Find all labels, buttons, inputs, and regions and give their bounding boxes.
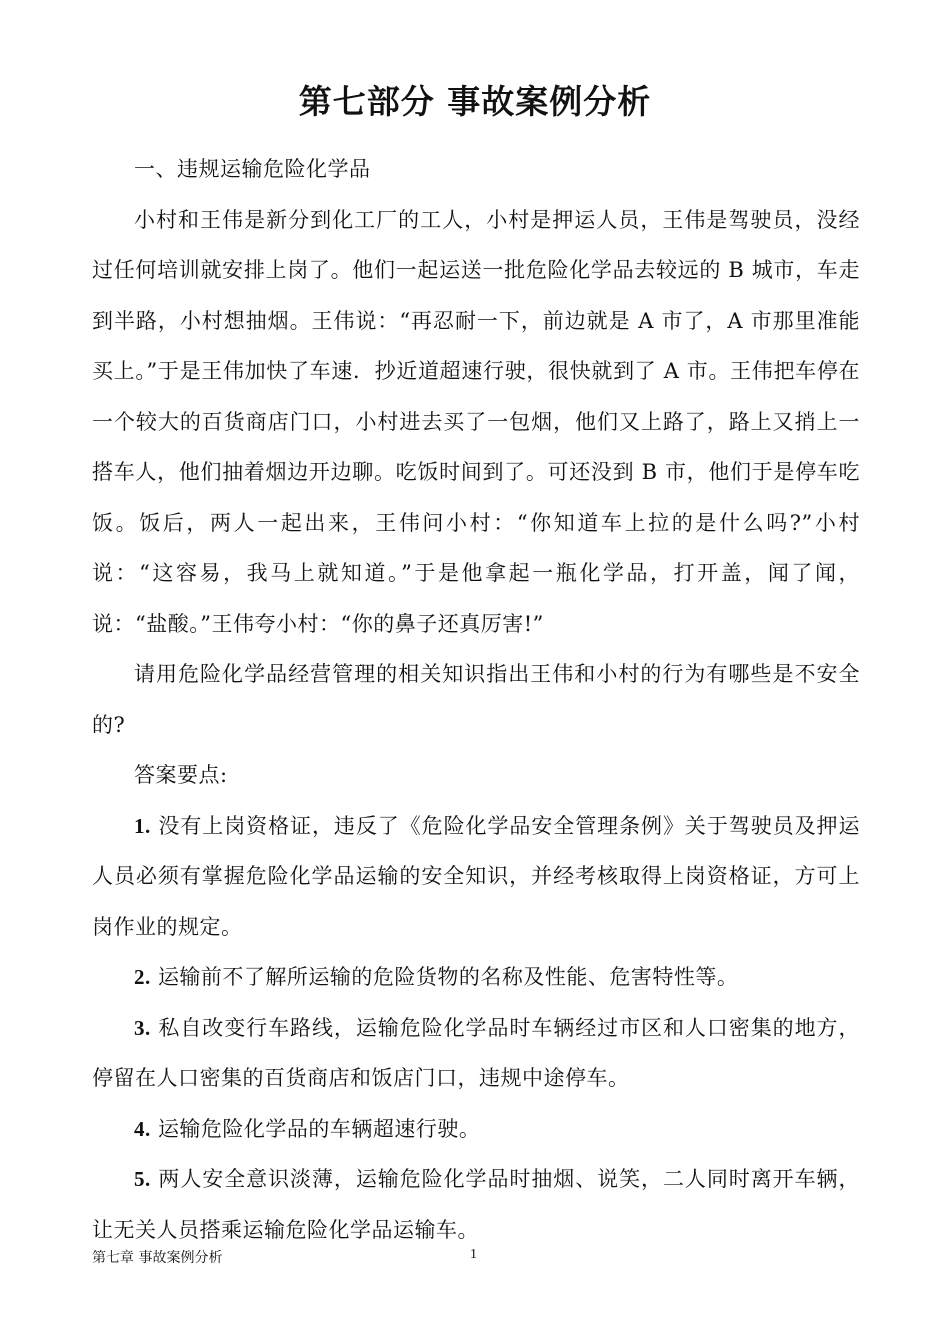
- answer-number: 5: [134, 1167, 145, 1191]
- page-title: 第七部分 事故案例分析: [298, 82, 652, 121]
- answer-item: 4. 运输危险化学品的车辆超速行驶。: [134, 1116, 481, 1141]
- answer-number: 3: [134, 1015, 145, 1040]
- section-heading: 一、违规运输危险化学品: [134, 157, 371, 181]
- answer-number: 1: [134, 813, 145, 838]
- answer-item: 3. 私自改变行车路线，运输危险化学品时车辆经过市区和人口密集的地方，停留在人口密集的百货商店和饭店门口，违规中途停车。: [92, 1015, 860, 1090]
- question-paragraph: 请用危险化学品经营管理的相关知识指出王伟和小村的行为有哪些是不安全的?: [92, 662, 860, 737]
- footer-page-number: 1: [470, 1247, 477, 1262]
- answer-number: 4: [134, 1116, 145, 1141]
- case-paragraph: 小村和王伟是新分到化工厂的工人，小村是押运人员，王伟是驾驶员，没经过任何培训就安排上岗了。他们一起运送一批危险化学品去较远的 B 城市，车走到半路，小村想抽烟。王伟说：“再忍耐一下，前边就是 A 市了，A 市那里准能买上。”于是王伟加快了车速．抄近道超速行驶，很快就到了 A 市。王伟把车停在一个较大的百货商店门口，小村进去买了一包烟，他们又上路了，路上又捎上一搭车人，他们抽着烟边开边聊。吃饭时间到了。可还没到 B 市，他们于是停车吃饭。饭后，两人一起出来，王伟问小村：“你知道车上拉的是什么吗?”小村说：“这容易，我马上就知道。”于是他拿起一瓶化学品，打开盖，闻了闻，说：“盐酸。”王伟夸小村：“你的鼻子还真厉害!”: [92, 207, 860, 636]
- answer-heading: 答案要点:: [134, 763, 228, 787]
- answer-item: 5. 两人安全意识淡薄，运输危险化学品时抽烟、说笑，二人同时离开车辆，让无关人员搭乘运输危险化学品运输车。: [92, 1167, 860, 1242]
- answer-text: 没有上岗资格证，违反了《危险化学品安全管理条例》关于驾驶员及押运人员必须有掌握危险化学品运输的安全知识，并经考核取得上岗资格证，方可上岗作业的规定。: [92, 813, 860, 939]
- answer-text: 运输前不了解所运输的危险货物的名称及性能、危害特性等。: [157, 965, 739, 989]
- answer-text: 两人安全意识淡薄，运输危险化学品时抽烟、说笑，二人同时离开车辆，让无关人员搭乘运输危险化学品运输车。: [92, 1167, 860, 1242]
- answer-text: 运输危险化学品的车辆超速行驶。: [157, 1116, 481, 1141]
- answer-number: 2: [134, 965, 145, 989]
- answer-item: 2. 运输前不了解所运输的危险货物的名称及性能、危害特性等。: [134, 965, 739, 989]
- answer-item: 1. 没有上岗资格证，违反了《危险化学品安全管理条例》关于驾驶员及押运人员必须有掌握危险化学品运输的安全知识，并经考核取得上岗资格证，方可上岗作业的规定。: [92, 813, 860, 939]
- document-body: [92, 144, 860, 1255]
- footer-chapter: 第七章 事故案例分析: [92, 1250, 223, 1266]
- answer-text: 私自改变行车路线，运输危险化学品时车辆经过市区和人口密集的地方，停留在人口密集的百货商店和饭店门口，违规中途停车。: [92, 1015, 860, 1090]
